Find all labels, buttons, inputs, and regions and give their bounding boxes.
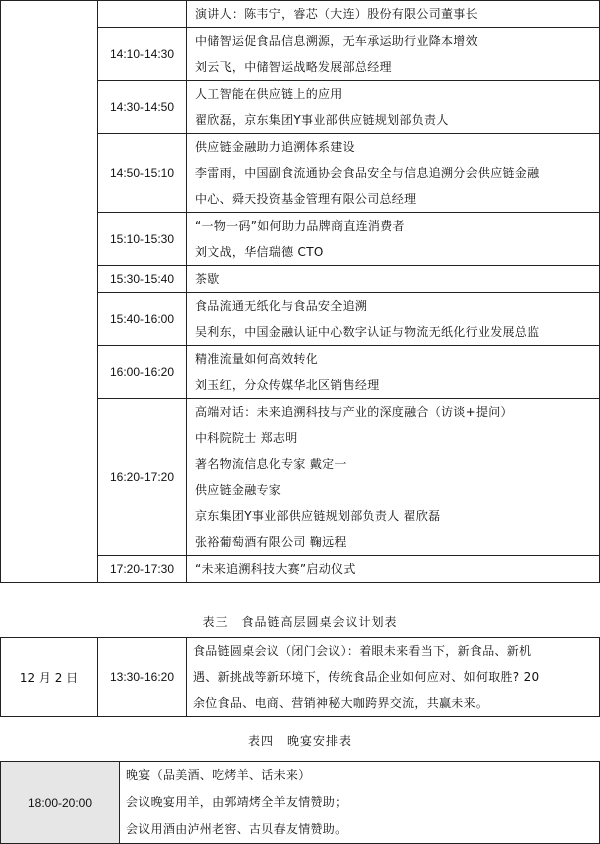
content-line: 刘文战，华信瑞德 CTO xyxy=(195,245,324,259)
content-cell xyxy=(187,399,600,556)
time-cell: 14:30-14:50 xyxy=(98,81,187,134)
content-cell xyxy=(187,213,600,266)
content-line: 供应链金融专家 xyxy=(195,483,282,497)
content-line: 会议晚宴用羊，由郭靖烤全羊友情赞助； xyxy=(126,795,348,809)
time-cell xyxy=(98,1,187,28)
content-line: 翟欣磊，京东集团Y事业部供应链规划部负责人 xyxy=(195,113,449,127)
content-line: 张裕葡萄酒有限公司 鞠远程 xyxy=(195,535,347,549)
table4-caption: 表四 晚宴安排表 xyxy=(247,734,352,748)
content-line: 刘云飞，中储智运战略发展部总经理 xyxy=(195,60,392,74)
content-line: 余位食品、电商、营销神秘大咖跨界交流，共赢未来。 xyxy=(193,696,489,710)
content-line: 高端对话：未来追溯科技与产业的深度融合（访谈+提问） xyxy=(195,405,513,419)
content-line: 演讲人：陈韦宁，睿芯（大连）股份有限公司董事长 xyxy=(195,7,478,21)
time-cell: 13:30-16:20 xyxy=(98,638,187,717)
content-line: 遇、新挑战等新环境下，传统食品企业如何应对、如何取胜? 20 xyxy=(193,670,540,684)
roundtable-table xyxy=(0,637,600,717)
content-cell xyxy=(187,346,600,399)
content-cell xyxy=(187,638,600,717)
content-line: 供应链金融助力追溯体系建设 xyxy=(195,140,355,154)
content-cell xyxy=(187,28,600,81)
content-line: 中储智运促食品信息溯源，无车承运助行业降本增效 xyxy=(195,34,478,48)
time-cell: 16:20-17:20 xyxy=(98,399,187,556)
table-row xyxy=(1,762,600,844)
content-line: 中心、舜天投资基金管理有限公司总经理 xyxy=(195,192,417,206)
content-cell xyxy=(187,556,600,583)
banquet-table xyxy=(0,761,600,844)
content-line: 精准流量如何高效转化 xyxy=(195,352,319,366)
content-line: 吴利东，中国金融认证中心数字认证与物流无纸化行业发展总监 xyxy=(195,325,540,339)
content-line: 人工智能在供应链上的应用 xyxy=(195,87,343,101)
time-cell: 14:50-15:10 xyxy=(98,134,187,213)
content-line: 晚宴（品美酒、吃烤羊、话未来） xyxy=(126,768,311,782)
content-line: 中科院院士 郑志明 xyxy=(195,431,298,445)
date-cell: 12 月 2 日 xyxy=(1,638,98,717)
content-line: 李雷雨，中国副食流通协会食品安全与信息追溯分会供应链金融 xyxy=(195,166,540,180)
content-cell xyxy=(187,293,600,346)
time-cell: 15:30-15:40 xyxy=(98,266,187,293)
content-cell xyxy=(120,762,600,844)
content-line: 茶歇 xyxy=(195,272,220,286)
time-cell: 14:10-14:30 xyxy=(98,28,187,81)
content-line: 京东集团Y事业部供应链规划部负责人 翟欣磊 xyxy=(195,509,441,523)
content-cell xyxy=(187,1,600,28)
time-cell: 15:40-16:00 xyxy=(98,293,187,346)
content-cell xyxy=(187,134,600,213)
content-line: “未来追溯科技大赛”启动仪式 xyxy=(195,562,356,576)
content-line: 食品流通无纸化与食品安全追溯 xyxy=(195,299,368,313)
content-cell xyxy=(187,266,600,293)
table-row xyxy=(1,1,600,28)
time-cell: 15:10-15:30 xyxy=(98,213,187,266)
time-cell: 17:20-17:30 xyxy=(98,556,187,583)
date-cell xyxy=(1,1,98,583)
time-cell: 18:00-20:00 xyxy=(1,762,120,844)
time-cell: 16:00-16:20 xyxy=(98,346,187,399)
content-line: 食品链圆桌会议（闭门会议）：着眼未来看当下，新食品、新机 xyxy=(193,644,532,658)
content-cell xyxy=(187,81,600,134)
content-line: “一物一码”如何助力品牌商直连消费者 xyxy=(195,219,405,233)
content-line: 会议用酒由泸州老窖、古贝春友情赞助。 xyxy=(126,822,348,836)
content-line: 著名物流信息化专家 戴定一 xyxy=(195,457,347,471)
table3-caption: 表三 食品链高层圆桌会议计划表 xyxy=(202,615,398,629)
table-row xyxy=(1,638,600,717)
content-line: 刘玉红，分众传媒华北区销售经理 xyxy=(195,378,380,392)
